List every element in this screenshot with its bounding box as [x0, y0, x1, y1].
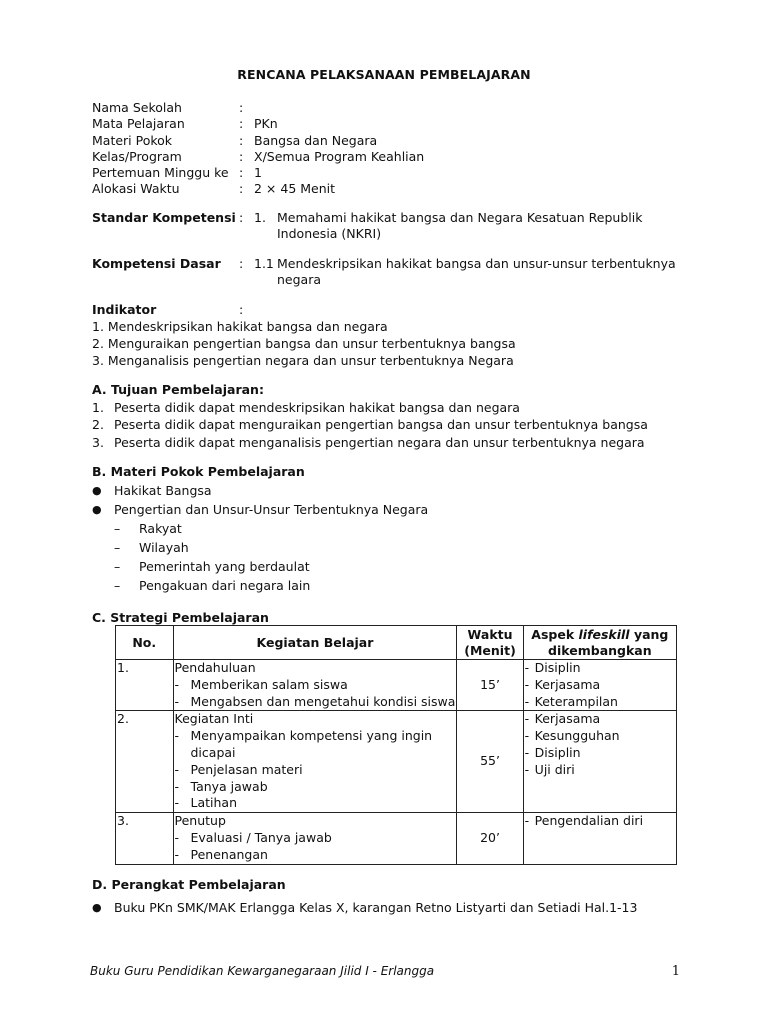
dasar-line-1-text: Mendeskripsikan hakikat bangsa dan unsur-unsur terbentuknya — [277, 256, 676, 271]
info-colon: : — [239, 132, 244, 148]
dash-icon: - — [524, 728, 530, 744]
tujuan-number: 2. — [92, 417, 104, 433]
bullet-icon: ● — [92, 901, 102, 914]
kegiatan-title: Penutup — [174, 813, 226, 829]
tujuan-list — [92, 399, 692, 451]
page-footer — [90, 964, 680, 979]
header-kegiatan: Kegiatan Belajar — [173, 626, 457, 660]
aspek-item — [525, 677, 675, 694]
info-value — [254, 100, 692, 116]
info-row-subject — [92, 116, 692, 132]
kegiatan-activity — [175, 694, 456, 711]
tujuan-text: Peserta didik dapat menguraikan pengertian bangsa dan unsur terbentuknya bangsa — [114, 417, 648, 433]
dash-icon: - — [524, 813, 530, 829]
tujuan-item — [92, 399, 692, 416]
cell-kegiatan — [173, 711, 457, 813]
kegiatan-activity — [175, 762, 456, 779]
standar-label: Standar Kompetensi — [92, 210, 236, 225]
aspek-item — [525, 660, 675, 677]
info-label: Nama Sekolah — [92, 100, 182, 115]
header-no: No. — [116, 626, 174, 660]
perangkat-text: Buku PKn SMK/MAK Erlangga Kelas X, karangan Retno Listyarti dan Setiadi Hal.1-13 — [114, 900, 638, 915]
table-row — [116, 660, 677, 711]
header-aspek — [523, 626, 676, 660]
kegiatan-activity — [175, 728, 456, 745]
document-title: RENCANA PELAKSANAAN PEMBELAJARAN — [237, 67, 531, 82]
info-value: Bangsa dan Negara — [254, 132, 378, 148]
dasar-number: 1.1 — [254, 256, 274, 271]
table-row — [116, 711, 677, 813]
cell-no: 3. — [116, 813, 174, 864]
dasar-colon: : — [239, 256, 244, 271]
dash-icon: - — [174, 846, 180, 862]
footer-text: Buku Guru Pendidikan Kewarganegaraan Jilid I - Erlangga — [90, 964, 435, 978]
tujuan-item — [92, 434, 692, 451]
dash-icon: - — [524, 744, 530, 760]
strategi-table — [115, 625, 677, 865]
header-waktu-line-2: (Menit) — [464, 642, 516, 658]
info-row-meeting — [92, 165, 692, 181]
perangkat-item — [92, 900, 637, 916]
aspek-item — [525, 728, 675, 745]
cell-waktu: 15’ — [457, 660, 523, 711]
info-label: Materi Pokok — [92, 132, 173, 148]
info-value: 2 × 45 Menit — [254, 181, 336, 197]
standar-colon: : — [239, 210, 244, 225]
materi-subitem — [114, 538, 514, 557]
dasar-line-1 — [254, 256, 680, 272]
aspek-text: Keterampilan — [534, 693, 618, 709]
dash-icon: – — [114, 559, 121, 574]
aspek-item — [525, 762, 675, 779]
activity-continuation: dicapai — [190, 744, 236, 760]
info-value: 1 — [254, 165, 262, 181]
activity-text: Mengabsen dan mengetahui kondisi siswa — [190, 693, 456, 709]
dash-icon: - — [174, 728, 180, 744]
materi-subitem — [114, 576, 514, 595]
activity-text: Evaluasi / Tanya jawab — [190, 829, 332, 845]
cell-aspek — [523, 660, 676, 711]
header-waktu — [457, 626, 523, 660]
cell-aspek — [523, 711, 676, 813]
info-label: Kelas/Program — [92, 148, 182, 164]
dash-icon: - — [174, 795, 180, 811]
info-colon: : — [239, 100, 244, 115]
aspek-text: Disiplin — [534, 660, 581, 675]
dash-icon: - — [174, 693, 180, 709]
info-value: PKn — [254, 116, 278, 132]
dash-icon: - — [524, 660, 530, 675]
kegiatan-activity — [175, 677, 456, 694]
materi-bullet-text: Hakikat Bangsa — [114, 483, 212, 498]
info-colon: : — [239, 116, 244, 132]
header-aspek-line-1 — [525, 627, 675, 643]
kegiatan-activity — [175, 779, 456, 796]
materi-subitem-text: Pengakuan dari negara lain — [139, 578, 311, 593]
indikator-list — [92, 318, 692, 369]
tujuan-number: 1. — [92, 400, 104, 415]
bullet-icon: ● — [92, 484, 102, 497]
materi-subitem-text: Pemerintah yang berdaulat — [139, 559, 310, 574]
info-row-school — [92, 100, 692, 116]
materi-subitem — [114, 557, 514, 576]
dasar-line-2: negara — [277, 272, 322, 287]
table-header-row — [116, 626, 677, 660]
perangkat-heading: D. Perangkat Pembelajaran — [92, 877, 286, 892]
dasar-text — [254, 256, 680, 288]
tujuan-text: Peserta didik dapat mendeskripsikan hakikat bangsa dan negara — [114, 400, 520, 415]
dasar-label: Kompetensi Dasar — [92, 256, 221, 271]
materi-bullets — [92, 481, 692, 519]
standar-kompetensi — [92, 210, 680, 242]
table-row — [116, 813, 677, 864]
dash-icon: - — [174, 761, 180, 777]
dash-icon: - — [524, 676, 530, 692]
tujuan-text: Peserta didik dapat menganalisis pengertian negara dan unsur terbentuknya negara — [114, 434, 645, 450]
header-aspek-post: yang — [629, 626, 669, 642]
aspek-item — [525, 711, 675, 728]
dash-icon: - — [174, 676, 180, 692]
activity-text: Penenangan — [190, 846, 268, 862]
page-number: 1 — [671, 964, 680, 979]
materi-heading: B. Materi Pokok Pembelajaran — [92, 464, 305, 479]
info-row-time — [92, 181, 692, 197]
dash-icon: – — [114, 540, 121, 555]
kegiatan-activity — [175, 830, 456, 847]
info-label: Pertemuan Minggu ke — [92, 165, 229, 181]
aspek-item — [525, 745, 675, 762]
aspek-text: Kerjasama — [534, 676, 601, 692]
kegiatan-activity — [175, 795, 456, 812]
activity-text: Latihan — [190, 795, 238, 811]
materi-subitem-text: Rakyat — [139, 521, 182, 536]
materi-subitem — [114, 519, 514, 538]
tujuan-number: 3. — [92, 434, 104, 450]
dash-icon: - — [524, 761, 530, 777]
info-colon: : — [239, 148, 244, 164]
cell-waktu: 20’ — [457, 813, 523, 864]
kegiatan-title: Kegiatan Inti — [174, 711, 254, 727]
cell-no: 2. — [116, 711, 174, 813]
activity-text: Tanya jawab — [190, 778, 268, 794]
indikator-item: 3. Menganalisis pengertian negara dan unsur terbentuknya Negara — [92, 353, 514, 369]
header-aspek-italic: lifeskill — [578, 626, 630, 642]
tujuan-item — [92, 416, 692, 433]
materi-bullet-item — [92, 500, 692, 519]
indikator-colon: : — [239, 302, 244, 317]
standar-number: 1. — [254, 210, 266, 225]
info-colon: : — [239, 181, 244, 197]
materi-subitems — [114, 519, 514, 595]
materi-bullet-item — [92, 481, 692, 500]
kompetensi-dasar — [92, 256, 680, 288]
activity-text: Menyampaikan kompetensi yang ingin — [190, 728, 433, 744]
materi-bullet-text: Pengertian dan Unsur-Unsur Terbentuknya Negara — [114, 502, 429, 517]
standar-line-2: Indonesia (NKRI) — [277, 226, 382, 241]
cell-kegiatan — [173, 813, 457, 864]
aspek-text: Kesungguhan — [534, 728, 620, 744]
info-row-class — [92, 149, 692, 165]
info-value: X/Semua Program Keahlian — [254, 148, 425, 164]
header-aspek-pre: Aspek — [531, 626, 579, 642]
identity-block — [92, 100, 692, 198]
standar-text — [277, 210, 680, 242]
aspek-text: Pengendalian diri — [534, 813, 644, 829]
aspek-text: Disiplin — [534, 744, 581, 760]
aspek-text: Uji diri — [534, 761, 575, 777]
info-row-topic — [92, 133, 692, 149]
aspek-item — [525, 813, 675, 830]
aspek-text: Kerjasama — [534, 711, 601, 727]
cell-no: 1. — [116, 660, 174, 711]
cell-kegiatan — [173, 660, 457, 711]
indikator-label: Indikator — [92, 302, 157, 317]
activity-text: Penjelasan materi — [190, 761, 303, 777]
indikator-heading — [92, 302, 692, 318]
info-label: Mata Pelajaran — [92, 116, 185, 132]
info-label: Alokasi Waktu — [92, 181, 180, 197]
header-aspek-line-2: dikembangkan — [548, 642, 652, 658]
info-colon: : — [239, 165, 244, 181]
activity-text: Memberikan salam siswa — [190, 676, 348, 692]
standar-line-1: Memahami hakikat bangsa dan Negara Kesatuan Republik — [277, 210, 643, 225]
strategi-heading: C. Strategi Pembelajaran — [92, 610, 269, 625]
indikator-item: 1. Mendeskripsikan hakikat bangsa dan negara — [92, 319, 388, 334]
dash-icon: - — [524, 693, 530, 709]
aspek-item — [525, 694, 675, 711]
dash-icon: - — [524, 711, 530, 727]
header-waktu-line-1: Waktu — [467, 626, 513, 642]
indikator-item: 2. Menguraikan pengertian bangsa dan unsur terbentuknya bangsa — [92, 336, 516, 352]
materi-subitem-text: Wilayah — [139, 540, 189, 555]
bullet-icon: ● — [92, 503, 102, 516]
dash-icon: - — [174, 778, 180, 794]
tujuan-heading: A. Tujuan Pembelajaran: — [92, 382, 264, 397]
dash-icon: – — [114, 521, 121, 536]
dash-icon: – — [114, 578, 121, 593]
dash-icon: - — [174, 829, 180, 845]
cell-waktu: 55’ — [457, 711, 523, 813]
kegiatan-title: Pendahuluan — [174, 660, 256, 675]
cell-aspek — [523, 813, 676, 864]
kegiatan-activity — [175, 847, 456, 864]
